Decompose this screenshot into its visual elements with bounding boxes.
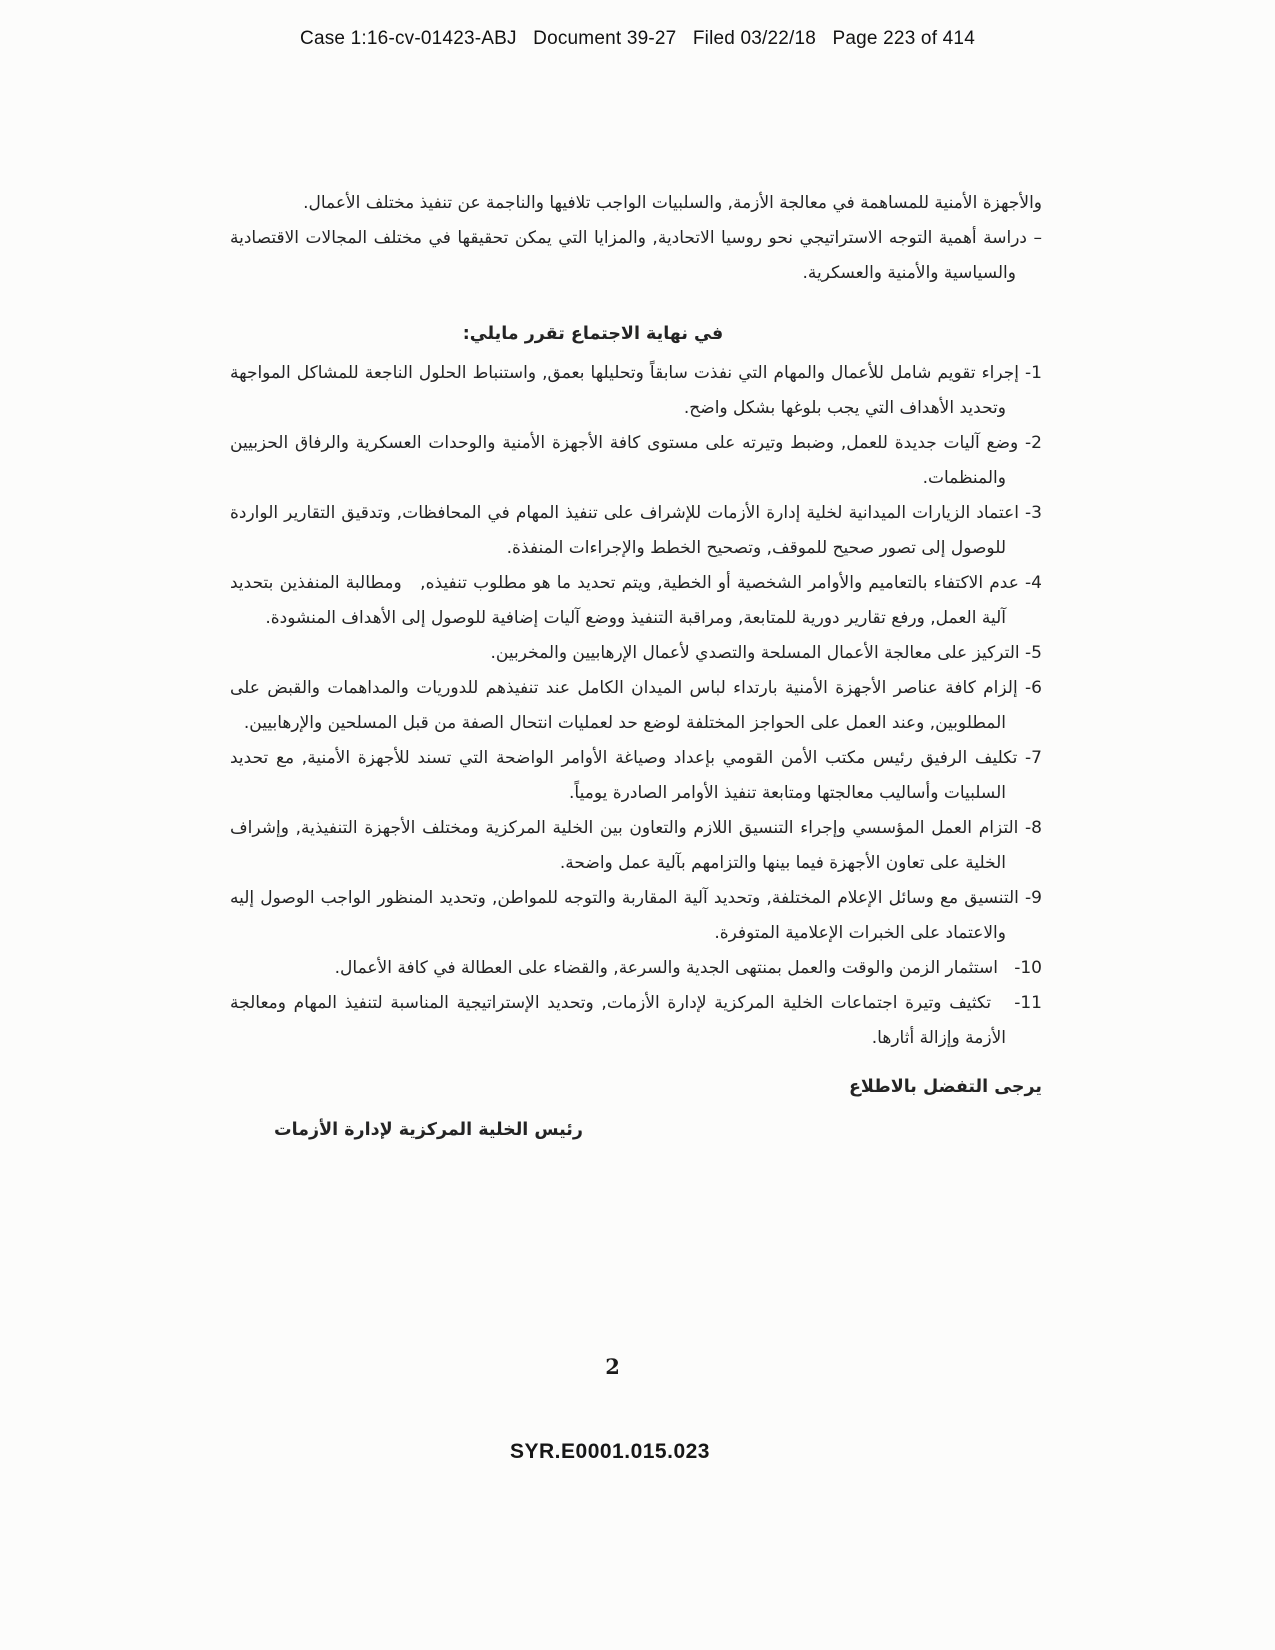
decision-item-11: 11- تكثيف وتيرة اجتماعات الخلية المركزية لإدارة الأزمات, وتحديد الإستراتيجية المناسبة لتنفيذ المهام ومعالجة الأزمة وإزالة أثارها.: [230, 993, 1042, 1048]
court-case-header: Case 1:16-cv-01423-ABJ Document 39-27 Filed 03/22/18 Page 223 of 414: [300, 28, 975, 49]
document-body: [230, 186, 1042, 1148]
decision-item-2: 2- وضع آليات جديدة للعمل, وضبط وتيرته على مستوى كافة الأجهزة الأمنية والوحدات العسكرية والرفاق الحزبيين والمنظمات.: [230, 433, 1042, 488]
closing-note: يرجى التفضل بالاطلاع: [848, 1077, 1042, 1097]
decision-item-6: 6- إلزام كافة عناصر الأجهزة الأمنية بارتداء لباس الميدان الكامل عند تنفيذهم للدوريات والمداهمات والقبض على المطلوبين, وعند العمل على الحواجز المختلفة لوضع حد لعمليات انتحال الصفة من قبل المسلحين والإرهابيين.: [230, 678, 1042, 733]
decision-item-7: 7- تكليف الرفيق رئيس مكتب الأمن القومي بإعداد وصياغة الأوامر الواضحة التي تسند للأجهزة الأمنية, مع تحديد السلبيات وأساليب معالجتها ومتابعة تنفيذ الأوامر الصادرة يومياً.: [230, 748, 1042, 803]
section-heading-text: في نهاية الاجتماع تقرر مايلي:: [462, 324, 724, 344]
decision-item-10: 10- استثمار الزمن والوقت والعمل بمنتهى الجدية والسرعة, والقضاء على العطالة في كافة الأعمال.: [334, 958, 1042, 978]
decision-item-3: 3- اعتماد الزيارات الميدانية لخلية إدارة الأزمات للإشراف على تنفيذ المهام في المحافظات, وتدقيق التقارير الواردة للوصول إلى تصور صحيح للموقف, وتصحيح الخطط والإجراءات المنفذة.: [230, 503, 1042, 558]
decision-item-5: 5- التركيز على معالجة الأعمال المسلحة والتصدي لأعمال الإرهابيين والمخربين.: [490, 643, 1042, 663]
page-number: 2: [605, 1354, 620, 1379]
decision-item-4: 4- عدم الاكتفاء بالتعاميم والأوامر الشخصية أو الخطية, ويتم تحديد ما هو مطلوب تنفيذه, ومطالبة المنفذين بتحديد آلية العمل, ورفع تقارير دورية للمتابعة, ومراقبة التنفيذ ووضع آليات إضافية للوصول إلى الأهداف المنشودة.: [230, 573, 1042, 628]
decision-item-8: 8- التزام العمل المؤسسي وإجراء التنسيق اللازم والتعاون بين الخلية المركزية ومختلف الأجهزة التنفيذية, وإشراف الخلية على تعاون الأجهزة فيما بينها والتزامهم بآلية عمل واضحة.: [230, 818, 1042, 873]
signature-title: رئيس الخلية المركزية لإدارة الأزمات: [274, 1120, 583, 1140]
bates-stamp: SYR.E0001.015.023: [510, 1440, 710, 1463]
dash-list-item: – دراسة أهمية التوجه الاستراتيجي نحو روسيا الاتحادية, والمزايا التي يمكن تحقيقها في مختلف المجالات الاقتصادية والسياسية والأمنية والعسكرية.: [230, 228, 1042, 283]
decision-item-9: 9- التنسيق مع وسائل الإعلام المختلفة, وتحديد آلية المقاربة والتوجه للمواطن, وتحديد المنظور الواجب الوصول إليه والاعتماد على الخبرات الإعلامية المتوفرة.: [230, 888, 1042, 943]
section-heading: [230, 317, 1042, 352]
intro-paragraph: والأجهزة الأمنية للمساهمة في معالجة الأزمة, والسلبيات الواجب تلافيها والناجمة عن تنفيذ مختلف الأعمال.: [303, 193, 1042, 213]
decisions-list: [230, 356, 1042, 1056]
decision-item-1: 1- إجراء تقويم شامل للأعمال والمهام التي نفذت سابقاً وتحليلها بعمق, واستنباط الحلول الناجعة للمشاكل المواجهة وتحديد الأهداف التي يجب بلوغها بشكل واضح.: [230, 363, 1042, 418]
